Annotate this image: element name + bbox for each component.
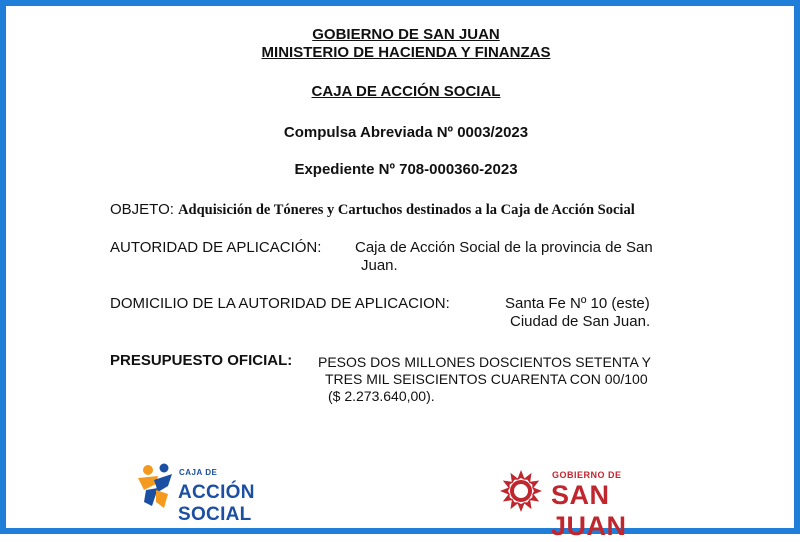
presupuesto-line1: PESOS DOS MILLONES DOSCIENTOS SETENTA Y [318,354,651,370]
domicilio-line2: Ciudad de San Juan. [510,313,651,330]
compulsa-number: Compulsa Abreviada Nº 0003/2023 [283,124,529,141]
autoridad-line1: Caja de Acción Social de la provincia de San [355,239,653,256]
presupuesto-line3: ($ 2.273.640,00). [328,388,435,404]
expediente-number: Expediente Nº 708-000360-2023 [294,161,518,178]
gobierno-de-text: GOBIERNO DE [552,470,622,480]
accion-social-people-icon [134,462,176,510]
autoridad-line2: Juan. [361,257,398,274]
caja-accion-social-logo [134,462,309,525]
objeto-row [110,201,635,219]
caja-de-text: CAJA DE [179,468,218,477]
san-juan-text: SAN JUAN [551,480,627,541]
header-ministerio: MINISTERIO DE HACIENDA Y FINANZAS [261,44,551,61]
header-caja: CAJA DE ACCIÓN SOCIAL [311,83,501,100]
presupuesto-label: PRESUPUESTO OFICIAL: [110,352,293,369]
objeto-text: Adquisición de Tóneres y Cartuchos destinados a la Caja de Acción Social [178,202,635,218]
header-gobierno: GOBIERNO DE SAN JUAN [312,26,500,43]
gobierno-san-juan-logo [498,468,678,541]
autoridad-label: AUTORIDAD DE APLICACIÓN: [110,239,322,256]
sun-emblem-icon [498,468,544,514]
domicilio-label: DOMICILIO DE LA AUTORIDAD DE APLICACION: [110,295,450,312]
presupuesto-line2: TRES MIL SEISCIENTOS CUARENTA CON 00/100 [325,371,648,387]
domicilio-line1: Santa Fe Nº 10 (este) [505,295,650,312]
accion-social-text: ACCIÓN SOCIAL [178,482,255,525]
objeto-label: OBJETO: [110,201,174,218]
